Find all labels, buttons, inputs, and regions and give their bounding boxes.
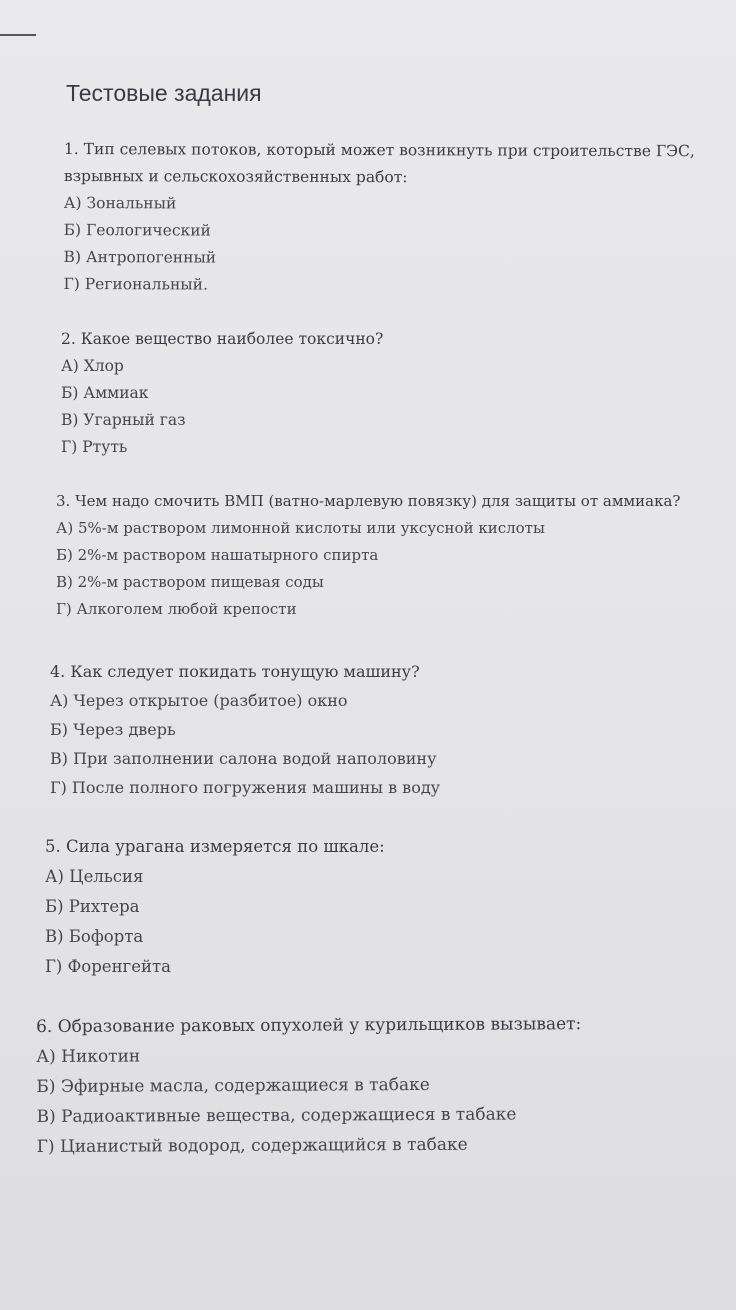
question-1-option-d: Г) Региональный. bbox=[63, 274, 208, 294]
question-1-option-a: А) Зональный bbox=[63, 193, 177, 213]
question-4-option-c: В) При заполнении салона водой наполовину bbox=[50, 749, 437, 768]
question-3-option-b: Б) 2%-м раствором нашатырного спирта bbox=[56, 546, 379, 564]
question-5-option-c: В) Бофорта bbox=[45, 927, 144, 946]
question-2-text: 2. Какое вещество наиболее токсично? bbox=[61, 330, 384, 348]
question-6-option-c: В) Радиоактивные вещества, содержащиеся в табаке bbox=[36, 1104, 517, 1127]
question-3-option-a: А) 5%-м раствором лимонной кислоты или уксусной кислоты bbox=[56, 519, 545, 537]
page-title: Тестовые задания bbox=[66, 80, 262, 106]
question-2 bbox=[61, 326, 383, 461]
question-3 bbox=[56, 488, 680, 623]
question-6-option-a: А) Никотин bbox=[36, 1046, 141, 1067]
question-3-option-c: В) 2%-м раствором пищевая соды bbox=[56, 573, 324, 591]
question-6-option-b: Б) Эфирные масла, содержащиеся в табаке bbox=[36, 1074, 430, 1097]
question-1-option-b: Б) Геологический bbox=[63, 220, 211, 240]
page-edge-dash bbox=[0, 34, 36, 36]
question-6-text: 6. Образование раковых опухолей у курильщиков вызывает: bbox=[36, 1014, 582, 1037]
question-2-option-c: В) Угарный газ bbox=[61, 411, 186, 429]
question-4-option-d: Г) После полного погружения машины в воду bbox=[50, 778, 441, 797]
question-5 bbox=[45, 832, 385, 982]
question-4-option-b: Б) Через дверь bbox=[50, 720, 176, 739]
question-5-option-a: А) Цельсия bbox=[45, 867, 144, 886]
question-1-text-line-2: взрывных и сельскохозяйственных работ: bbox=[63, 166, 408, 187]
question-2-option-b: Б) Аммиак bbox=[61, 384, 149, 402]
question-1 bbox=[63, 136, 694, 300]
question-1-text-line-1: 1. Тип селевых потоков, который может возникнуть при строительстве ГЭС, bbox=[63, 139, 695, 161]
question-2-option-d: Г) Ртуть bbox=[61, 438, 128, 456]
question-4-option-a: А) Через открытое (разбитое) окно bbox=[50, 691, 348, 710]
question-4 bbox=[50, 657, 440, 802]
question-4-text: 4. Как следует покидать тонущую машину? bbox=[50, 662, 420, 681]
question-5-option-b: Б) Рихтера bbox=[45, 897, 140, 916]
question-3-option-d: Г) Алкоголем любой крепости bbox=[56, 600, 297, 618]
question-1-option-c: В) Антропогенный bbox=[63, 247, 217, 267]
question-2-option-a: А) Хлор bbox=[61, 357, 124, 375]
question-6 bbox=[36, 1009, 582, 1162]
question-6-option-d: Г) Цианистый водород, содержащийся в табаке bbox=[36, 1134, 468, 1157]
question-5-text: 5. Сила урагана измеряется по шкале: bbox=[45, 837, 385, 856]
question-5-option-d: Г) Форенгейта bbox=[45, 957, 171, 976]
question-3-text: 3. Чем надо смочить ВМП (ватно-марлевую повязку) для защиты от аммиака? bbox=[56, 492, 681, 510]
